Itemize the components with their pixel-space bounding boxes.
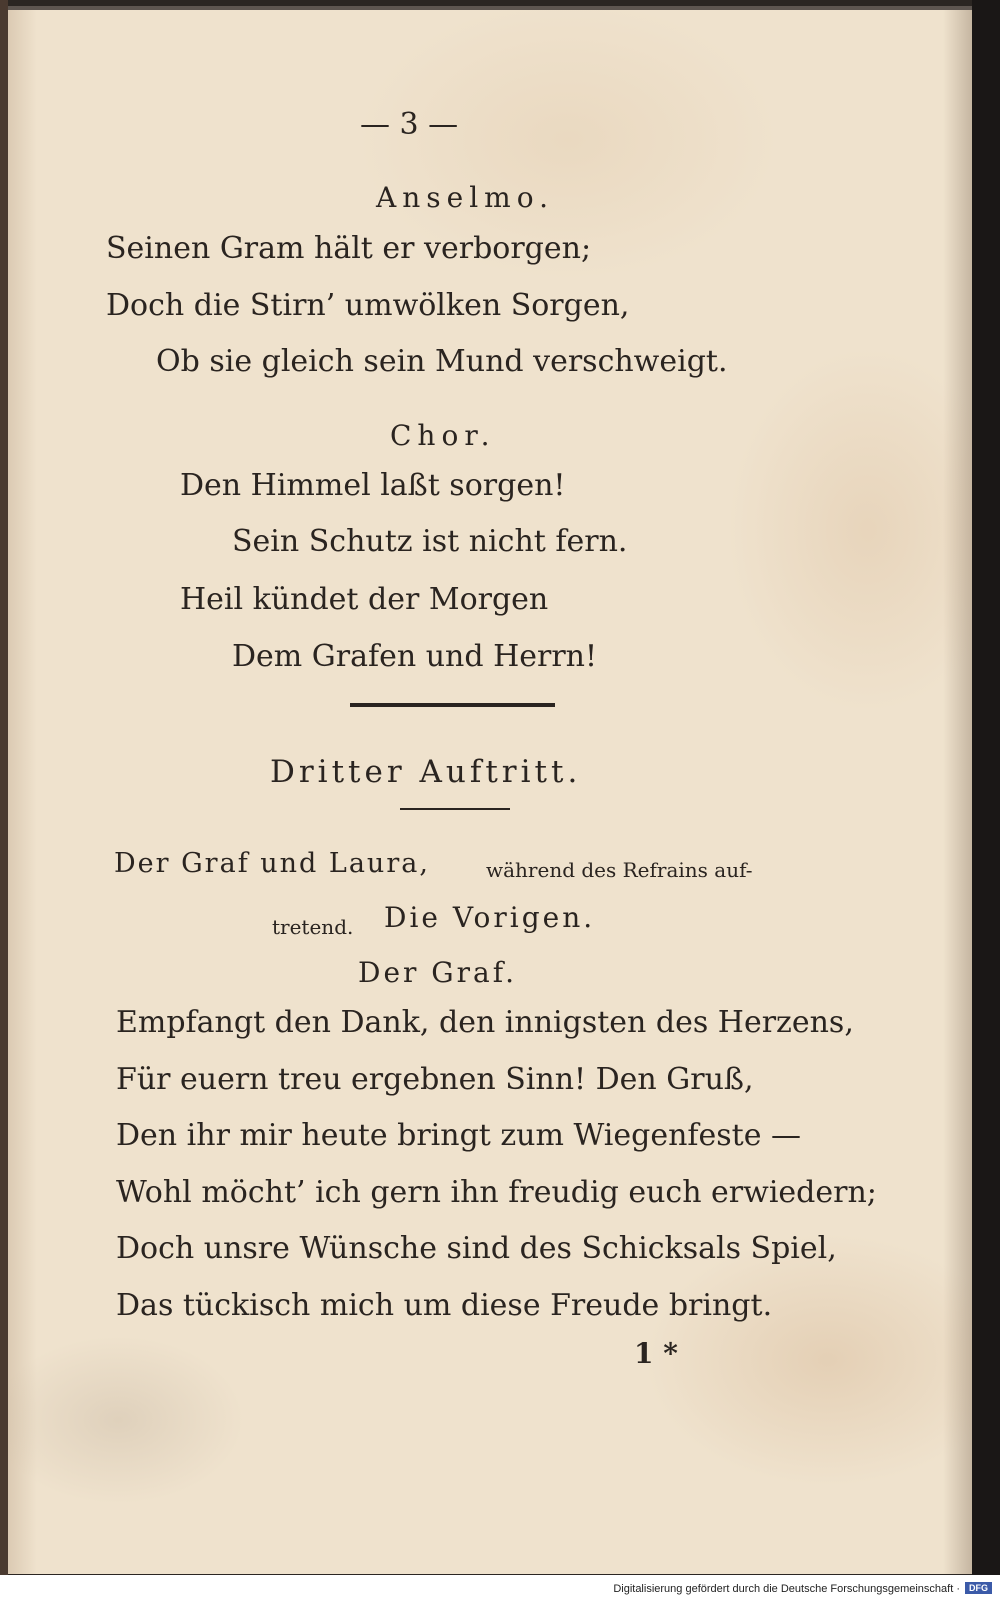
scene-title: Dritter Auftritt. [270, 754, 582, 790]
verse-line: Wohl möcht’ ich gern ihn freudig euch erwiedern; [116, 1175, 877, 1210]
verse-line: Empfangt den Dank, den innigsten des Herzens, [116, 1005, 854, 1040]
verse-line: Heil kündet der Morgen [180, 582, 549, 617]
scan-background-edge [972, 0, 1000, 1575]
verse-line: Das tückisch mich um diese Freude bringt. [116, 1288, 773, 1323]
verse-line: Sein Schutz ist nicht fern. [232, 524, 628, 559]
verse-line: Doch die Stirn’ umwölken Sorgen, [106, 288, 630, 323]
title-underline [400, 808, 510, 810]
page-number: — 3 — [360, 107, 459, 142]
verse-line: Den Himmel laßt sorgen! [180, 468, 566, 503]
stage-direction: während des Refrains auf- [486, 858, 753, 882]
stage-direction: tretend. [272, 915, 354, 939]
stage-direction: Der Graf und Laura, [114, 848, 430, 879]
signature-mark: 1 * [634, 1337, 678, 1370]
speaker-anselmo: Anselmo. [376, 181, 554, 214]
verse-line: Doch unsre Wünsche sind des Schicksals Spiel, [116, 1231, 837, 1266]
speaker-graf: Der Graf. [358, 956, 518, 989]
digitization-credit: Digitalisierung gefördert durch die Deutsche Forschungsgemeinschaft · [613, 1583, 960, 1595]
verse-line: Für euern treu ergebnen Sinn! Den Gruß, [116, 1062, 754, 1097]
speaker-chor: Chor. [390, 419, 496, 452]
verse-line: Den ihr mir heute bringt zum Wiegenfeste — [116, 1118, 802, 1153]
verse-line: Dem Grafen und Herrn! [232, 639, 598, 674]
stage-direction: Die Vorigen. [384, 901, 596, 934]
section-rule [350, 703, 555, 707]
book-spine-edge [0, 0, 8, 1575]
verse-line: Seinen Gram hält er verborgen; [106, 231, 592, 266]
verse-line: Ob sie gleich sein Mund verschweigt. [156, 344, 728, 379]
dfg-logo: DFG [965, 1582, 992, 1594]
